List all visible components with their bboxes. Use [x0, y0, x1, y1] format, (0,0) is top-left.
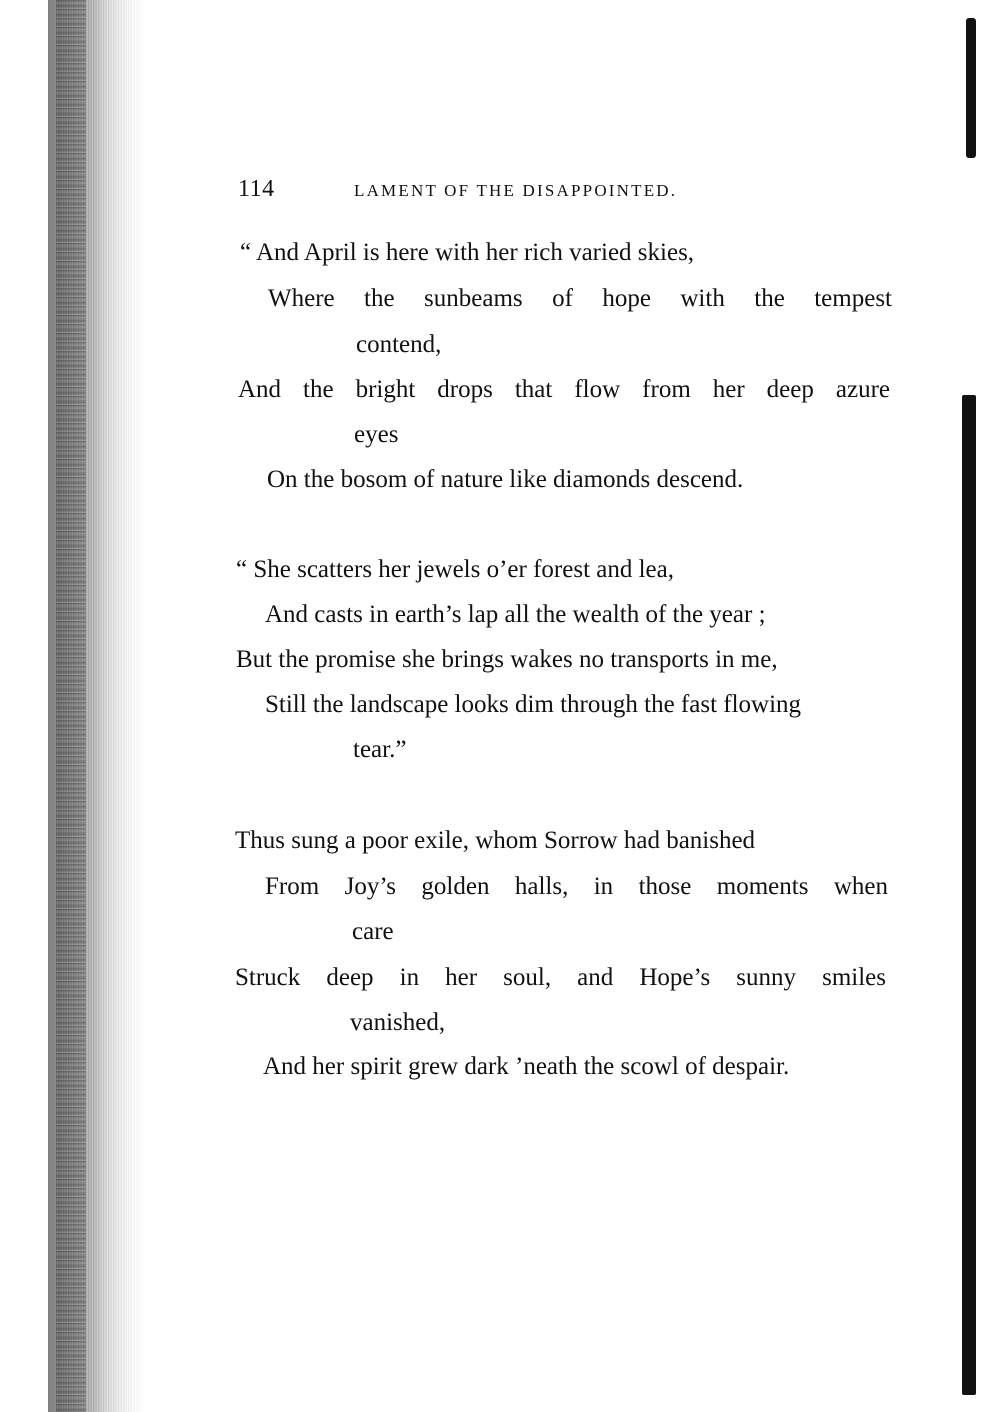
- verse-line: “ She scatters her jewels o’er forest and lea,: [236, 556, 675, 583]
- verse-line: From Joy’s golden halls, in those moments when: [265, 873, 888, 900]
- running-title: LAMENT OF THE DISAPPOINTED.: [354, 181, 678, 200]
- scan-gutter-core: [56, 0, 86, 1412]
- page-header: [238, 176, 898, 210]
- verse-line: “ And April is here with her rich varied skies,: [240, 239, 695, 266]
- verse-line: Struck deep in her soul, and Hope’s sunny smiles: [235, 964, 886, 991]
- verse-line: eyes: [354, 421, 399, 448]
- scan-edge-mark-top: [966, 18, 976, 158]
- scan-edge-mark-right: [962, 395, 976, 1395]
- verse-line: And casts in earth’s lap all the wealth of the year ;: [265, 601, 766, 628]
- verse-line: care: [352, 918, 394, 945]
- verse-line: Where the sunbeams of hope with the tempest: [268, 285, 892, 312]
- page-number: 114: [238, 176, 275, 202]
- verse-line: vanished,: [350, 1009, 446, 1036]
- verse-line: Thus sung a poor exile, whom Sorrow had banished: [235, 827, 756, 854]
- verse-line: contend,: [356, 331, 442, 358]
- verse-line: And the bright drops that flow from her deep azure: [238, 376, 890, 403]
- verse-line: And her spirit grew dark ’neath the scowl of despair.: [263, 1053, 790, 1080]
- verse-line: But the promise she brings wakes no transports in me,: [236, 646, 778, 673]
- verse-line: Still the landscape looks dim through the fast flowing: [265, 691, 802, 718]
- verse-line: On the bosom of nature like diamonds descend.: [267, 466, 744, 493]
- verse-line: tear.”: [353, 736, 407, 763]
